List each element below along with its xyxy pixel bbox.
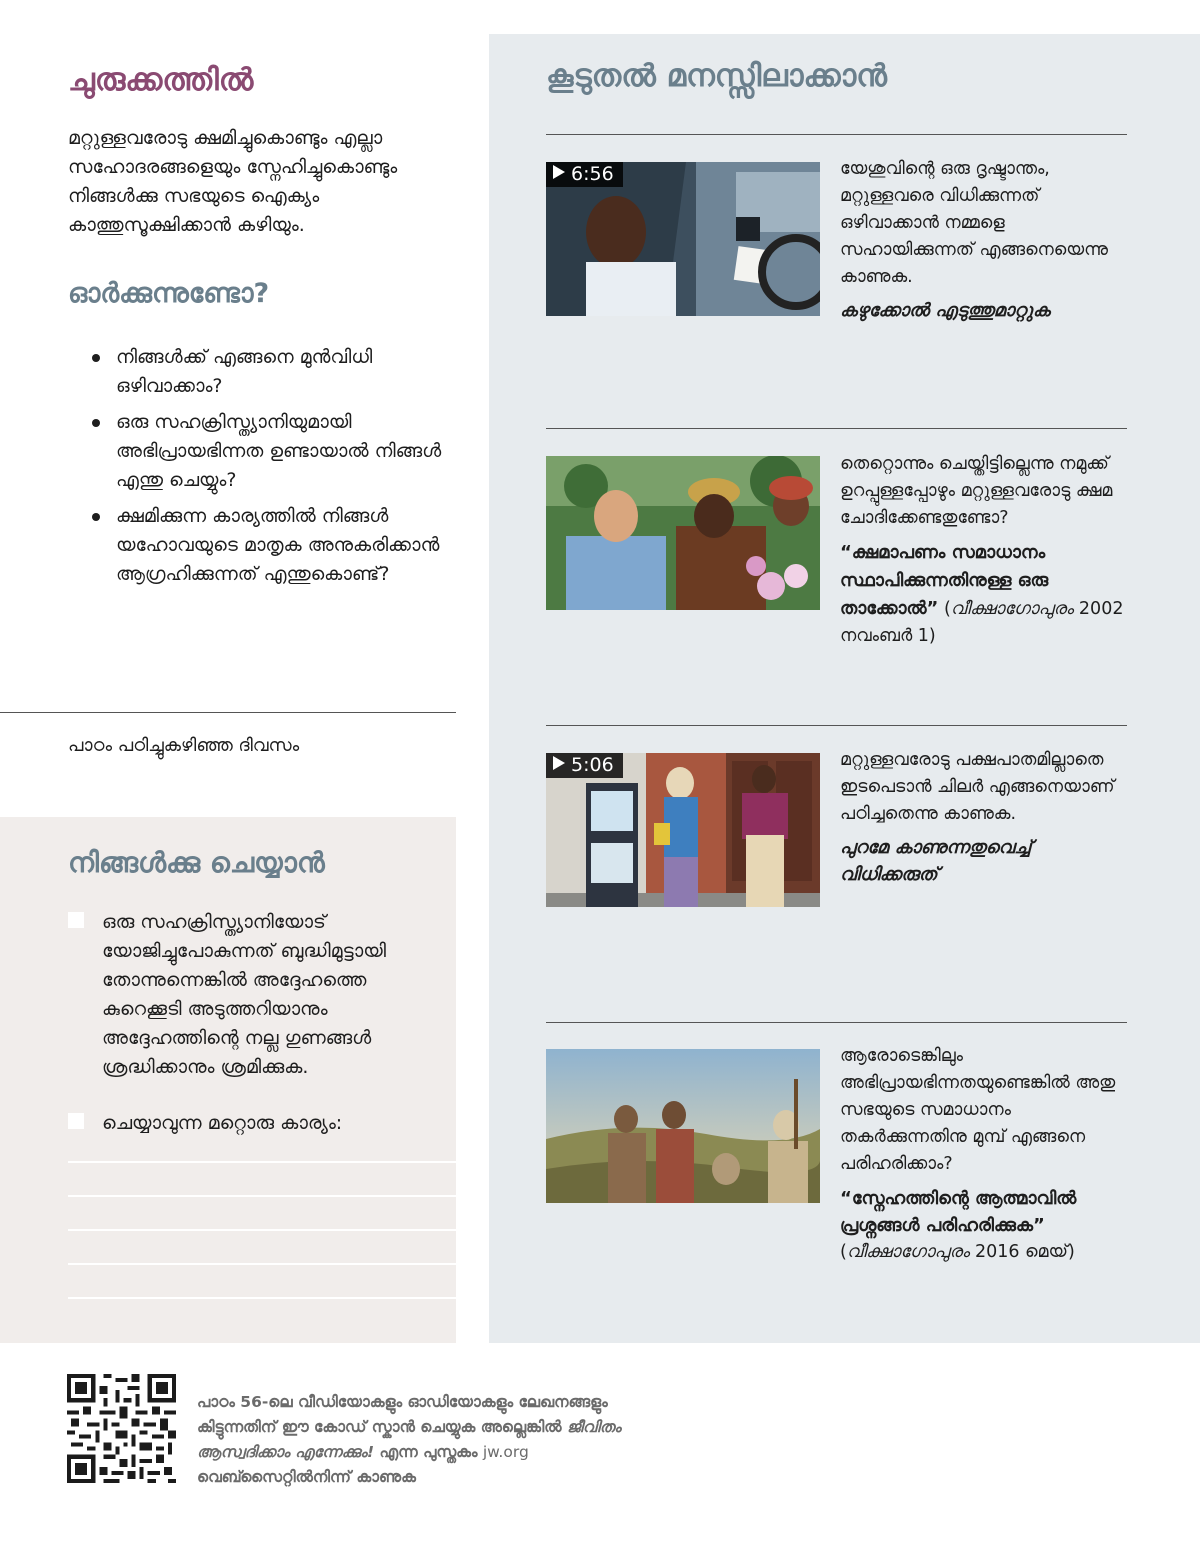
- greeting-scene-image: [546, 456, 820, 610]
- item-description: യേശുവിന്റെ ഒരു ദൃഷ്ടാന്തം, മറ്റുള്ളവരെ വിധിക്കുന്നത് ഒഴിവാക്കാൻ നമ്മളെ സഹായിക്കുന്നത് എങ്ങനെയെന്നു കാണുക.: [840, 159, 1108, 287]
- source-publication: വീക്ഷാഗോപുരം: [950, 599, 1074, 619]
- review-question: ക്ഷമിക്കുന്ന കാര്യത്തിൽ നിങ്ങൾ യഹോവയുടെ മാതൃക അനുകരിക്കാൻ ആഗ്രഹിക്കുന്നത് എന്തുകൊണ്ട്?: [116, 505, 440, 585]
- qr-code-graphic: [67, 1374, 176, 1483]
- source-open: (: [938, 599, 951, 619]
- qr-code-icon[interactable]: [67, 1374, 176, 1483]
- item-description: തെറ്റൊന്നും ചെയ്തിട്ടില്ലെന്നു നമുക്ക് ഉറപ്പുള്ളപ്പോഴും മറ്റുള്ളവരോടു ക്ഷമ ചോദിക്കേണ്ടതുണ്ടോ?: [840, 454, 1113, 528]
- write-in-line[interactable]: [68, 1263, 456, 1265]
- date-completed-label: പാഠം പഠിച്ചുകഴിഞ്ഞ ദിവസം: [68, 735, 300, 756]
- video-link[interactable]: പുറമേ കാണുന്നതുവെച്ച് വിധിക്കരുത്: [840, 837, 1032, 885]
- article-image[interactable]: [546, 1049, 820, 1203]
- article-link[interactable]: “ക്ഷമാപണം സമാധാനം സ്ഥാപിക്കുന്നതിനുള്ള ഒരു താക്കോൽ”: [840, 542, 1049, 619]
- book-title: ജീവിതം ആസ്വദിക്കാം എന്നേക്കും!: [197, 1418, 622, 1461]
- video-link[interactable]: കഴുക്കോൽ എടുത്തുമാറ്റുക: [840, 300, 1051, 321]
- bullet-icon: [92, 513, 100, 521]
- write-in-line[interactable]: [68, 1229, 456, 1231]
- write-in-line[interactable]: [68, 1195, 456, 1197]
- write-in-line[interactable]: [68, 1297, 456, 1299]
- divider: [546, 134, 1127, 135]
- footer-text-part: പാഠം 56-ലെ വീഡിയോകളും ഓഡിയോകളും ലേഖനങ്ങളും കിട്ടുന്നതിന് ഈ കോഡ് സ്കാൻ ചെയ്യുക അല്ലെങ്കിൽ: [197, 1393, 608, 1436]
- source-publication: വീക്ഷാഗോപുരം: [846, 1242, 970, 1262]
- video-duration-badge: 5:06: [546, 753, 623, 778]
- footer-text-part: എന്ന പുസ്തകം: [374, 1443, 483, 1461]
- divider: [546, 1022, 1127, 1023]
- article-source: [840, 1239, 1130, 1266]
- write-in-line[interactable]: [68, 1161, 456, 1163]
- review-question: ഒരു സഹക്രിസ്ത്യാനിയുമായി അഭിപ്രായഭിന്നത ഉണ്ടായാൽ നിങ്ങൾ എന്തു ചെയ്യും?: [116, 411, 442, 491]
- footer-text: [197, 1390, 677, 1490]
- footer-text-part: വെബ്സൈറ്റിൽനിന്ന് കാണുക: [197, 1468, 416, 1486]
- further-study-title: കൂടുതൽ മനസ്സിലാക്കാൻ: [546, 58, 887, 94]
- item-description: മറ്റുള്ളവരോടു പക്ഷപാതമില്ലാതെ ഇടപെടാൻ ചിലർ എങ്ങനെയാണ് പഠിച്ചതെന്നു കാണുക.: [840, 750, 1115, 824]
- todo-item-text: ചെയ്യാവുന്ന മറ്റൊരു കാര്യം:: [102, 1112, 343, 1134]
- video-thumbnail[interactable]: [546, 162, 820, 316]
- source-open: (: [840, 1242, 847, 1262]
- todo-title: നിങ്ങൾക്കു ചെയ്യാൻ: [68, 846, 325, 879]
- divider: [0, 712, 456, 713]
- list-item: [92, 502, 452, 589]
- further-study-item: [840, 156, 1130, 324]
- video-thumbnail[interactable]: [546, 753, 820, 907]
- remember-title: ഓർക്കുന്നുണ്ടോ?: [68, 278, 270, 309]
- checkbox[interactable]: [68, 1113, 84, 1129]
- bullet-icon: [92, 419, 100, 427]
- bullet-icon: [92, 354, 100, 362]
- item-description: ആരോടെങ്കിലും അഭിപ്രായഭിന്നതയുണ്ടെങ്കിൽ അതു സഭയുടെ സമാധാനം തകർക്കുന്നതിനു മുമ്പ് എങ്ങനെ പരിഹരിക്കാം?: [840, 1046, 1116, 1174]
- todo-item-text: ഒരു സഹക്രിസ്ത്യാനിയോട് യോജിച്ചുപോകുന്നത് ബുദ്ധിമുട്ടായി തോന്നുന്നെങ്കിൽ അദ്ദേഹത്തെ കുറെക്കൂടി അടുത്തറിയാനും അദ്ദേഹത്തിന്റെ നല്ല ഗുണങ്ങൾ ശ്രദ്ധിക്കാനും ശ്രമിക്കുക.: [102, 911, 387, 1078]
- further-study-item: [840, 1043, 1130, 1266]
- review-question: നിങ്ങൾക്ക് എങ്ങനെ മുൻവിധി ഒഴിവാക്കാം?: [116, 346, 373, 397]
- summary-title: ചുരുക്കത്തിൽ: [68, 62, 254, 98]
- list-item: [92, 343, 452, 401]
- todo-item: [68, 908, 428, 1082]
- further-study-item: [840, 747, 1130, 888]
- review-questions-list: [92, 343, 452, 596]
- article-reference: [840, 539, 1130, 650]
- play-icon: [553, 756, 565, 770]
- source-date: 2002 നവംബർ 1): [840, 599, 1124, 646]
- divider: [546, 428, 1127, 429]
- article-image[interactable]: [546, 456, 820, 610]
- further-study-item: [840, 451, 1130, 650]
- shepherds-scene-image: [546, 1049, 820, 1203]
- website-link[interactable]: jw.org: [482, 1443, 529, 1461]
- todo-item: [68, 1109, 428, 1138]
- divider: [546, 725, 1127, 726]
- source-date: 2016 മെയ്): [969, 1242, 1075, 1262]
- list-item: [92, 408, 452, 495]
- checkbox[interactable]: [68, 912, 84, 928]
- article-link[interactable]: “സ്നേഹത്തിന്റെ ആത്മാവിൽ പ്രശ്നങ്ങൾ പരിഹരിക്കുക”: [840, 1188, 1077, 1236]
- video-duration-badge: 6:56: [546, 162, 623, 187]
- play-icon: [553, 165, 565, 179]
- summary-text: മറ്റുള്ളവരോടു ക്ഷമിച്ചുകൊണ്ടും എല്ലാ സഹോദരങ്ങളെയും സ്നേഹിച്ചുകൊണ്ടും നിങ്ങൾക്കു സഭയുടെ ഐക്യം കാത്തുസൂക്ഷിക്കാൻ കഴിയും.: [68, 127, 398, 236]
